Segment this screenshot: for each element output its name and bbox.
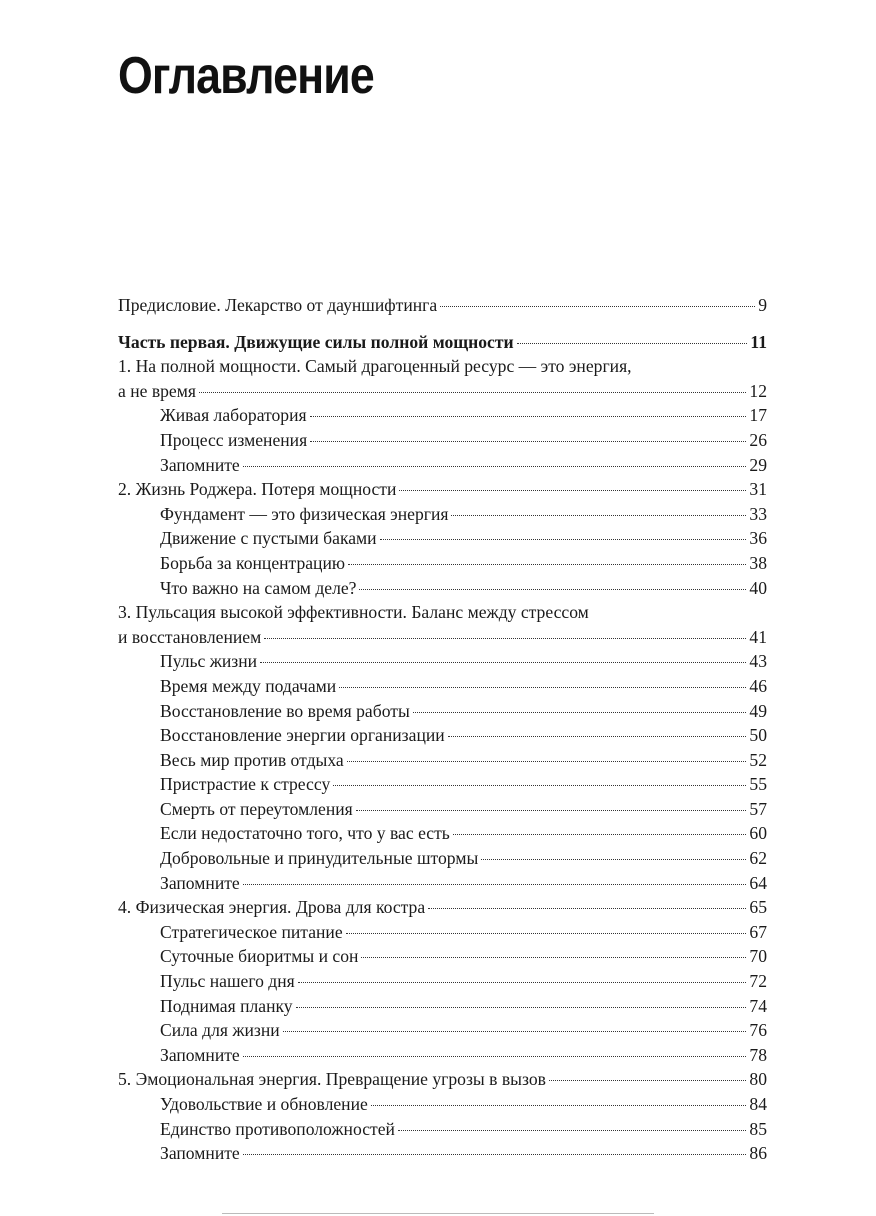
toc-entry-title: и восстановлением: [118, 626, 262, 647]
toc-page-number: 38: [749, 552, 767, 573]
toc-section-entry[interactable]: [118, 551, 767, 576]
dot-leader: [243, 466, 747, 467]
toc-page-number: 49: [749, 700, 767, 721]
toc-entry-title: Фундамент — это физическая энергия: [160, 503, 449, 524]
dot-leader: [549, 1080, 746, 1081]
toc-page-number: 36: [749, 528, 767, 549]
dot-leader: [283, 1031, 747, 1032]
toc-entry-title: Восстановление во время работы: [160, 700, 410, 721]
toc-page-number: 17: [749, 405, 767, 426]
toc-section-entry[interactable]: [118, 969, 767, 994]
toc-page-number: 40: [749, 577, 767, 598]
toc-page-number: 67: [749, 921, 767, 942]
toc-chapter-entry[interactable]: [118, 1067, 767, 1092]
toc-page-number: 41: [749, 626, 767, 647]
toc-section-entry[interactable]: [118, 526, 767, 551]
toc-entry-title: Запомните: [160, 454, 240, 475]
toc-entry-title: Весь мир против отдыха: [160, 749, 344, 770]
dot-leader: [440, 306, 755, 307]
toc-page-number: 43: [749, 651, 767, 672]
toc-page-number: 55: [749, 774, 767, 795]
toc-section-entry[interactable]: [118, 699, 767, 724]
page-title: Оглавление: [118, 47, 374, 105]
toc-page-number: 86: [749, 1143, 767, 1164]
toc-entry-title: Если недостаточно того, что у вас есть: [160, 823, 450, 844]
dot-leader: [413, 712, 747, 713]
dot-leader: [243, 884, 747, 885]
toc-section-entry[interactable]: [118, 403, 767, 428]
toc-chapter-entry[interactable]: [118, 895, 767, 920]
toc-page-number: 33: [749, 503, 767, 524]
toc-page-number: 80: [749, 1069, 767, 1090]
toc-section-entry[interactable]: [118, 1043, 767, 1068]
dot-leader: [260, 662, 746, 663]
toc-entry-title: Пульс жизни: [160, 651, 258, 672]
dot-leader: [243, 1056, 747, 1057]
toc-section-entry[interactable]: [118, 871, 767, 896]
dot-leader: [448, 736, 747, 737]
toc-chapter-entry[interactable]: [118, 625, 767, 650]
toc-entry-title: Процесс изменения: [160, 429, 308, 450]
toc-section-entry[interactable]: [118, 576, 767, 601]
dot-leader: [451, 515, 746, 516]
toc-entry-title: 4. Физическая энергия. Дрова для костра: [118, 897, 426, 918]
dot-leader: [481, 859, 746, 860]
toc-section-entry[interactable]: [118, 920, 767, 945]
toc-page-number: 74: [749, 995, 767, 1016]
toc-section-entry[interactable]: [118, 1117, 767, 1142]
toc-page-number: 57: [749, 798, 767, 819]
toc-section-entry[interactable]: [118, 674, 767, 699]
toc-entry-title: Сила для жизни: [160, 1020, 280, 1041]
dot-leader: [517, 343, 748, 344]
toc-page-number: 50: [749, 725, 767, 746]
dot-leader: [199, 392, 746, 393]
toc-section-entry[interactable]: [118, 1092, 767, 1117]
toc-page-number: 60: [749, 823, 767, 844]
toc-page-number: 29: [749, 454, 767, 475]
toc-section-entry[interactable]: [118, 797, 767, 822]
toc-page-number: 9: [758, 295, 767, 315]
toc-entry-title: Единство противоположностей: [160, 1118, 395, 1139]
toc-page-number: 70: [749, 946, 767, 967]
dot-leader: [333, 785, 746, 786]
toc-entry-title: Смерть от переутомления: [160, 798, 353, 819]
toc-section-entry[interactable]: [118, 772, 767, 797]
toc-section-entry[interactable]: [118, 846, 767, 871]
toc-section-entry[interactable]: [118, 1141, 767, 1166]
dot-leader: [453, 834, 747, 835]
toc-entry-title: Добровольные и принудительные штормы: [160, 848, 479, 869]
dot-leader: [243, 1154, 747, 1155]
toc-page-number: 62: [749, 848, 767, 869]
toc-entry-title: Запомните: [160, 1044, 240, 1065]
dot-leader: [399, 490, 746, 491]
dot-leader: [296, 1007, 747, 1008]
toc-entry-title: Суточные биоритмы и сон: [160, 946, 359, 967]
toc-page-number: 26: [749, 429, 767, 450]
dot-leader: [356, 810, 747, 811]
dot-leader: [359, 589, 746, 590]
toc-page-number: 78: [749, 1044, 767, 1065]
toc-entry-title: а не время: [118, 380, 196, 401]
dot-leader: [264, 638, 746, 639]
toc-entry-title: Удовольствие и обновление: [160, 1094, 368, 1114]
dot-leader: [339, 687, 746, 688]
toc-page-number: 72: [749, 971, 767, 992]
toc-entry-title: Живая лаборатория: [160, 405, 307, 426]
toc-part-entry[interactable]: [118, 330, 767, 355]
toc-section-entry[interactable]: [118, 994, 767, 1019]
toc-section-entry[interactable]: [118, 944, 767, 969]
toc-entry-title: 5. Эмоциональная энергия. Превращение угрозы в вызов: [118, 1069, 546, 1090]
toc-entry-title: Пристрастие к стрессу: [160, 774, 331, 795]
toc-section-entry[interactable]: [118, 821, 767, 846]
dot-leader: [348, 564, 746, 565]
toc-entry-title: 2. Жизнь Роджера. Потеря мощности: [118, 479, 397, 500]
dot-leader: [428, 908, 746, 909]
toc-page-number: 52: [749, 749, 767, 770]
toc-page-number: 65: [749, 897, 767, 918]
toc-chapter-entry[interactable]: [118, 293, 767, 318]
dot-leader: [298, 982, 747, 983]
toc-chapter-title-line: 1. На полной мощности. Самый драгоценный ресурс — это энергия,: [118, 356, 632, 377]
toc-section-entry[interactable]: [118, 1018, 767, 1043]
dot-leader: [361, 957, 746, 958]
toc-section-entry[interactable]: [118, 428, 767, 453]
dot-leader: [346, 933, 747, 934]
dot-leader: [310, 416, 747, 417]
toc-entry-title: Пульс нашего дня: [160, 971, 295, 992]
toc-page-number: 84: [749, 1094, 767, 1114]
bottom-divider: [222, 1213, 654, 1214]
dot-leader: [398, 1130, 746, 1131]
toc-page-number: 31: [749, 479, 767, 500]
toc-page-number: 46: [749, 675, 767, 696]
toc-page-number: 11: [750, 331, 767, 352]
toc-page-number: 76: [749, 1020, 767, 1041]
toc-entry-title: Запомните: [160, 872, 240, 893]
toc-entry-title: Что важно на самом деле?: [160, 577, 357, 598]
toc-entry-title: Запомните: [160, 1143, 240, 1164]
toc-entry-title: Движение с пустыми баками: [160, 528, 377, 549]
toc-section-entry[interactable]: [118, 748, 767, 773]
dot-leader: [310, 441, 746, 442]
toc-entry-title: Восстановление энергии организации: [160, 725, 445, 746]
dot-leader: [380, 539, 747, 540]
toc-entry-title: Борьба за концентрацию: [160, 552, 346, 573]
toc-chapter-entry[interactable]: [118, 477, 767, 502]
toc-chapter-entry[interactable]: [118, 379, 767, 404]
toc-entry-title: Часть первая. Движущие силы полной мощности: [118, 331, 514, 352]
toc-entry-title: Поднимая планку: [160, 995, 293, 1016]
toc-page-number: 12: [749, 380, 767, 401]
dot-leader: [371, 1105, 747, 1106]
table-of-contents: [118, 293, 767, 1166]
toc-section-entry[interactable]: [118, 723, 767, 748]
toc-page-number: 64: [749, 872, 767, 893]
toc-entry-title: Предисловие. Лекарство от дауншифтинга: [118, 295, 438, 315]
toc-entry-title: Время между подачами: [160, 675, 337, 696]
toc-section-entry[interactable]: [118, 502, 767, 527]
toc-page-number: 85: [749, 1118, 767, 1139]
toc-entry-title: Стратегическое питание: [160, 921, 343, 942]
toc-chapter-title-line: 3. Пульсация высокой эффективности. Баланс между стрессом: [118, 602, 589, 623]
toc-section-entry[interactable]: [118, 453, 767, 478]
toc-section-entry[interactable]: [118, 649, 767, 674]
dot-leader: [347, 761, 747, 762]
